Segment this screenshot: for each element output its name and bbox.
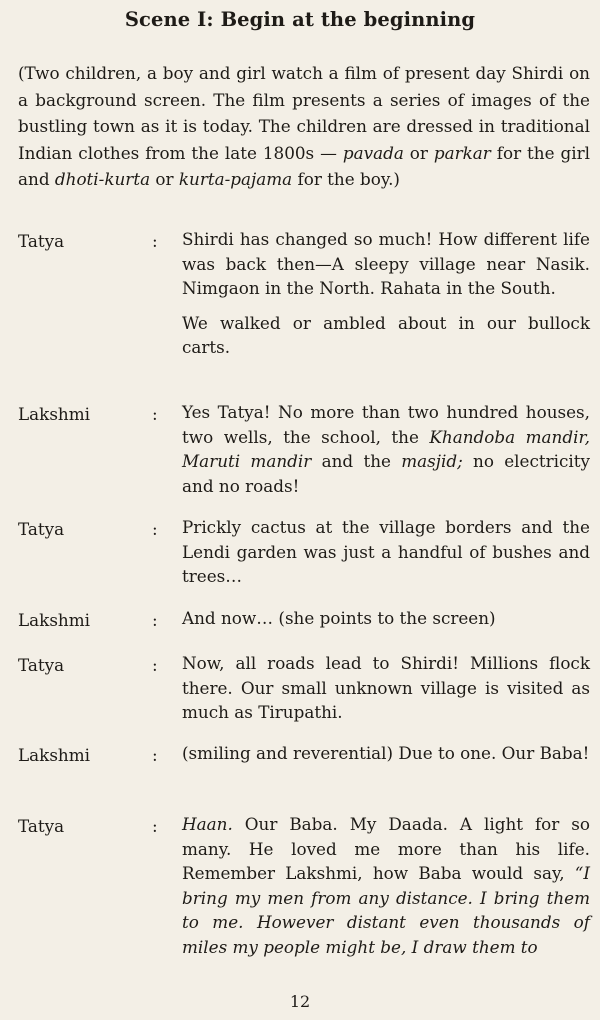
scene-heading: Scene I: Begin at the beginning bbox=[124, 8, 476, 31]
speaker-name: Tatya bbox=[18, 519, 65, 539]
stage-direction: (Two children, a boy and girl watch a film of present day Shirdi on a background screen. The film presents a series of images of the bustling town as it is today. The children are dressed in traditional Indian clothes from the late 1800s — pavada or parkar for the girl and dhoti-kurta or kurta-pajama for the boy.) bbox=[18, 63, 590, 189]
dialogue-line: And now… (she points to the screen) bbox=[182, 608, 496, 628]
colon-separator: : bbox=[152, 655, 158, 675]
colon-separator: : bbox=[152, 745, 158, 765]
colon-separator: : bbox=[152, 610, 158, 630]
speaker-name: Lakshmi bbox=[18, 404, 91, 424]
colon-separator: : bbox=[152, 816, 158, 836]
speaker-name: Tatya bbox=[18, 231, 65, 251]
colon-separator: : bbox=[152, 519, 158, 539]
colon-separator: : bbox=[152, 231, 158, 251]
speaker-name: Tatya bbox=[18, 816, 65, 836]
dialogue-line: Shirdi has changed so much! How different life was back then—A sleepy village near Nasik. Nimgaon in the North. Rahata in the South. We walked or ambled about in our bullock carts. bbox=[182, 229, 590, 357]
page-number: 12 bbox=[289, 992, 311, 1011]
speaker-name: Tatya bbox=[18, 655, 65, 675]
dialogue-line: Yes Tatya! No more than two hundred houses, two wells, the school, the Khandoba mandir, Maruti mandir and the masjid; no electricity and no roads! bbox=[182, 402, 590, 496]
speaker-name: Lakshmi bbox=[18, 610, 91, 630]
dialogue-line: Haan. Our Baba. My Daada. A light for so many. He loved me more than his life. Remember Lakshmi, how Baba would say, “I bring my men from any distance. I bring them to me. However distant even thousands of miles my people might be, I draw them to bbox=[182, 814, 590, 957]
dialogue-line: Now, all roads lead to Shirdi! Millions flock there. Our small unknown village is visited as much as Tirupathi. bbox=[182, 653, 590, 722]
dialogue-line: Prickly cactus at the village borders and the Lendi garden was just a handful of bushes and trees… bbox=[182, 517, 590, 586]
colon-separator: : bbox=[152, 404, 158, 424]
speaker-name: Lakshmi bbox=[18, 745, 91, 765]
dialogue-line: (smiling and reverential) Due to one. Our Baba! bbox=[182, 743, 590, 763]
